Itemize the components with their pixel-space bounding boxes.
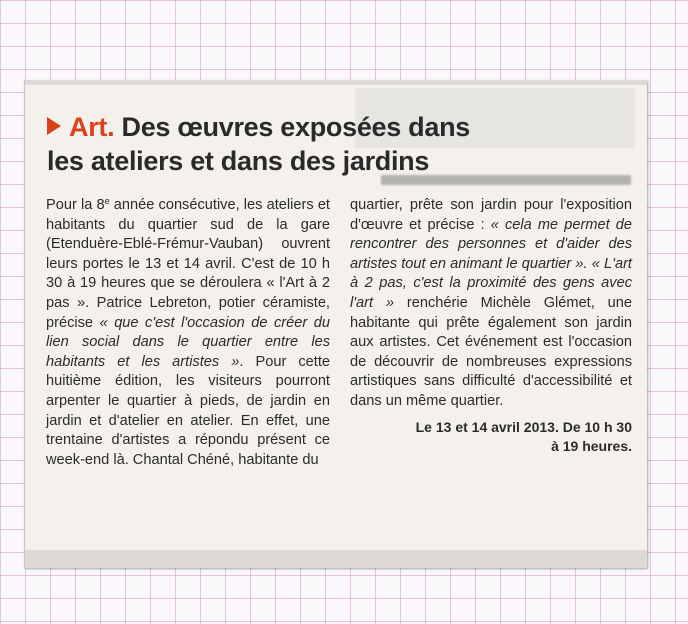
- article-column-left: [46, 196, 330, 470]
- headline-rubric: Art.: [69, 112, 115, 142]
- superscript: e: [104, 196, 110, 206]
- headline-line-1: Des œuvres exposées dans: [121, 112, 470, 142]
- ink-smudge: [381, 175, 631, 185]
- quote-lebreton: « que c'est l'occasion de créer du lien social dans le quartier entre les habitants et les artistes »: [46, 314, 330, 370]
- article-column-right: [350, 196, 632, 456]
- headline-line-2: les ateliers et dans des jardins: [47, 146, 430, 176]
- right-triangle-icon: [47, 117, 61, 135]
- bleed-through-bar-top: [25, 80, 647, 85]
- bleed-through-bottom: [25, 550, 647, 568]
- headline: [47, 110, 627, 178]
- paragraph: Pour la 8e année consécutive, les ateliers et habitants du quartier sud de la gare (Etenduère-Eblé-Frémur-Vauban) ouvrent leurs portes le 13 et 14 avril. C'est de 10 h 30 à 19 heures que se déroulera « l'Art à 2 pas ». Patrice Lebreton, potier céramiste, précise « que c'est l'occasion de créer du lien social dans le quartier entre les habitants et les artistes ». Pour cette huitième édition, les visiteurs pourront arpenter le quartier à pieds, de jardin en jardin et d'atelier en atelier. En effet, une trentaine d'artistes a répondu présent ce week-end là. Chantal Chéné, habitante du: [46, 196, 330, 468]
- quote-glemet: « L'art à 2 pas, c'est la proximité des gens avec l'art »: [350, 255, 632, 311]
- newspaper-clipping: [24, 80, 647, 568]
- event-dateline: Le 13 et 14 avril 2013. De 10 h 30 à 19 heures.: [415, 418, 632, 454]
- quote-chene: « cela me permet de rencontrer des personnes et d'aider des artistes tout en animant le quartier ».: [350, 216, 632, 272]
- paragraph: quartier, prête son jardin pour l'exposition d'œuvre et précise : « cela me permet de rencontrer des personnes et d'aider des artistes tout en animant le quartier ». « L'art à 2 pas, c'est la proximité des gens avec l'art » renchérie Michèle Glémet, une habitante qui prête également son jardin aux artistes. Cet événement est l'occasion de découvrir de nombreuses expressions artistiques sans difficulté d'accessibilité et dans un même quartier.: [350, 197, 632, 409]
